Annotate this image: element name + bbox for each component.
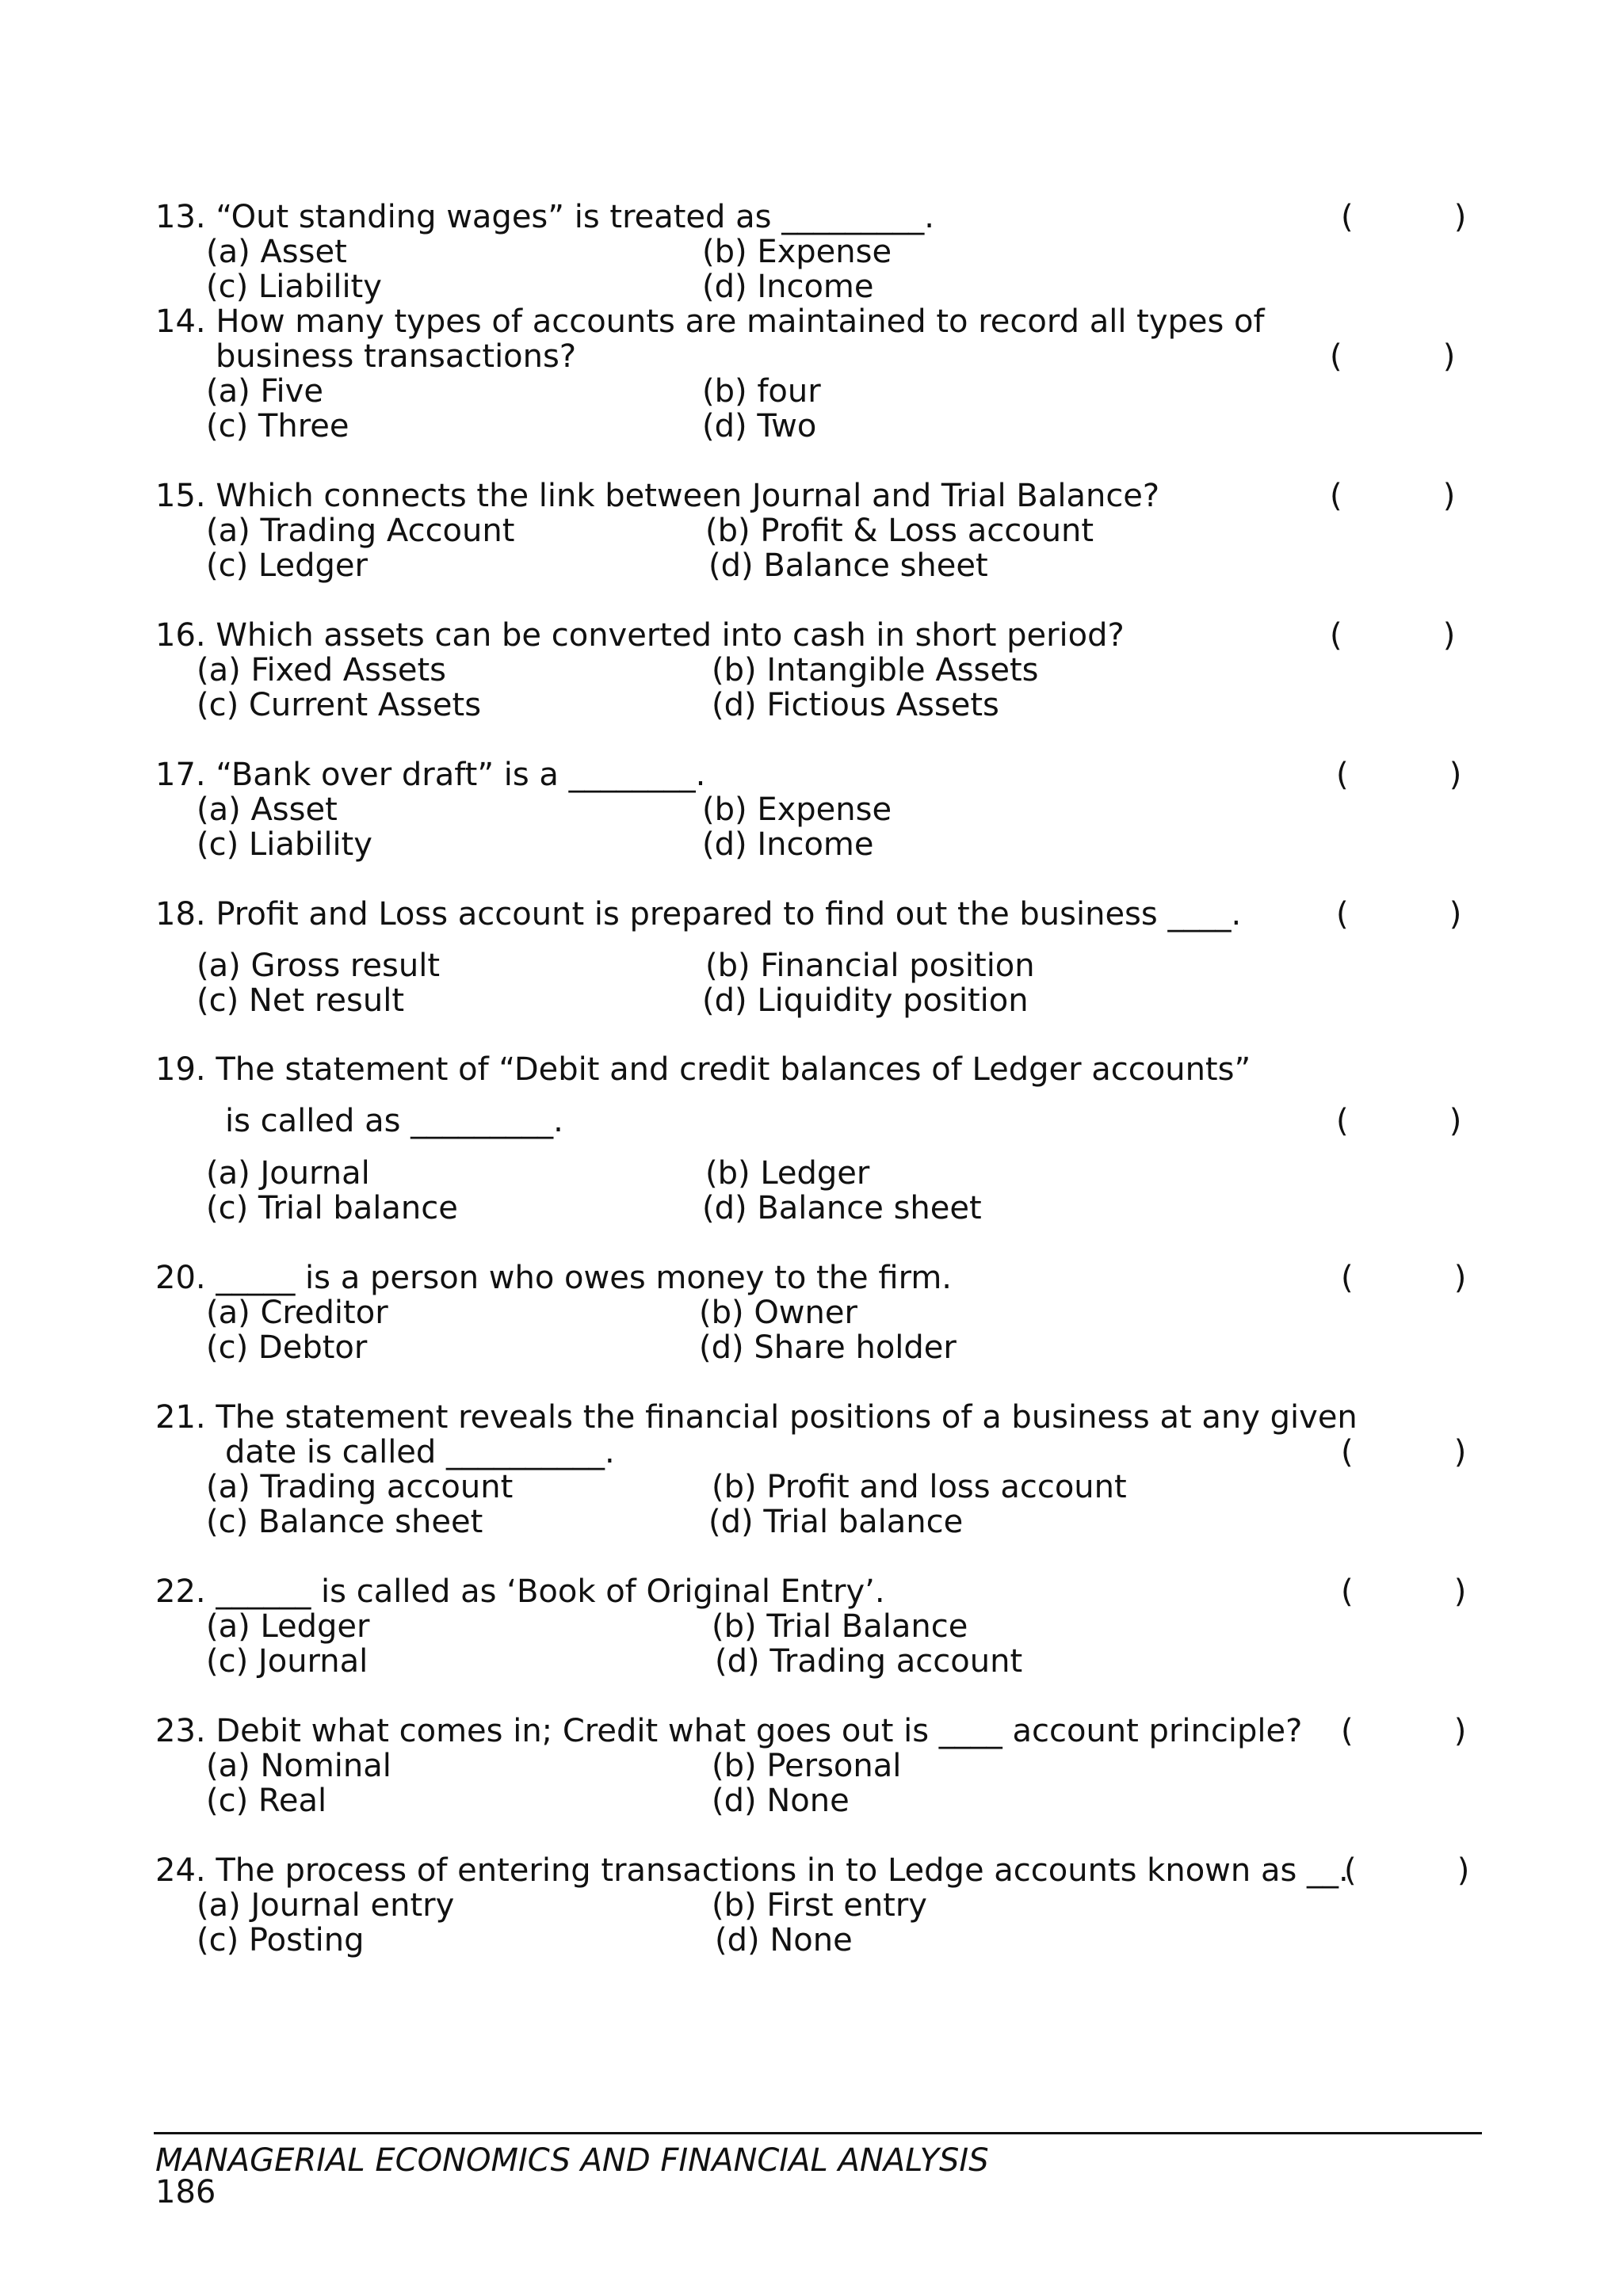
- question-23-option-a: (a) Nominal: [206, 1748, 391, 1784]
- question-16-option-b: (b) Intangible Assets: [712, 652, 1039, 688]
- question-19-stem-continued: is called as _________.: [225, 1103, 563, 1139]
- question-20-stem: 20. _____ is a person who owes money to the firm.: [155, 1260, 952, 1296]
- question-20-option-b: (b) Owner: [699, 1295, 857, 1331]
- question-22-answer-bracket: ( ): [1341, 1573, 1467, 1610]
- question-14-option-b: (b) four: [702, 373, 821, 410]
- footer-divider: [154, 2132, 1482, 2134]
- question-16-stem: 16. Which assets can be converted into cash in short period?: [155, 617, 1125, 654]
- question-22-option-c: (c) Journal: [206, 1643, 369, 1680]
- question-19-option-a: (a) Journal: [206, 1155, 370, 1192]
- question-17-option-d: (d) Income: [702, 826, 874, 863]
- question-19-option-c: (c) Trial balance: [206, 1190, 458, 1226]
- question-15-option-a: (a) Trading Account: [206, 513, 515, 549]
- question-21-stem: 21. The statement reveals the financial positions of a business at any given: [155, 1399, 1358, 1436]
- question-18-answer-bracket: ( ): [1336, 896, 1462, 933]
- question-14-stem: 14. How many types of accounts are maintained to record all types of: [155, 303, 1265, 340]
- question-14-answer-bracket: ( ): [1330, 338, 1456, 375]
- question-22-option-a: (a) Ledger: [206, 1608, 370, 1645]
- question-18-option-c: (c) Net result: [197, 982, 405, 1019]
- question-22-option-d: (d) Trading account: [715, 1643, 1023, 1680]
- question-23-option-c: (c) Real: [206, 1783, 327, 1819]
- question-17-stem: 17. “Bank over draft” is a ________.: [155, 757, 706, 793]
- question-24-option-d: (d) None: [715, 1922, 853, 1958]
- question-17-option-c: (c) Liability: [197, 826, 372, 863]
- question-22-stem: 22. ______ is called as ‘Book of Original Entry’.: [155, 1573, 885, 1610]
- question-23-option-d: (d) None: [712, 1783, 850, 1819]
- question-14-option-a: (a) Five: [206, 373, 323, 410]
- question-16-answer-bracket: ( ): [1330, 617, 1456, 654]
- question-20-answer-bracket: ( ): [1341, 1260, 1467, 1296]
- question-15-option-c: (c) Ledger: [206, 547, 368, 584]
- question-16-option-d: (d) Fictious Assets: [712, 687, 999, 723]
- question-23-stem: 23. Debit what comes in; Credit what goes out is ____ account principle?: [155, 1713, 1303, 1749]
- question-15-option-d: (d) Balance sheet: [708, 547, 988, 584]
- question-24-option-a: (a) Journal entry: [197, 1887, 455, 1924]
- question-21-option-d: (d) Trial balance: [708, 1504, 964, 1540]
- question-19-option-b: (b) Ledger: [705, 1155, 870, 1192]
- question-18-stem: 18. Profit and Loss account is prepared to find out the business ____.: [155, 896, 1242, 933]
- question-17-option-b: (b) Expense: [702, 791, 892, 828]
- question-21-option-b: (b) Profit and loss account: [712, 1469, 1127, 1505]
- question-22-option-b: (b) Trial Balance: [712, 1608, 968, 1645]
- question-19-option-d: (d) Balance sheet: [702, 1190, 982, 1226]
- question-13-option-d: (d) Income: [702, 269, 874, 305]
- question-20-option-d: (d) Share holder: [699, 1329, 957, 1366]
- question-24-option-c: (c) Posting: [197, 1922, 365, 1958]
- question-24-stem: 24. The process of entering transactions in to Ledge accounts known as __.: [155, 1852, 1349, 1889]
- question-13-option-b: (b) Expense: [702, 234, 892, 270]
- question-16-option-c: (c) Current Assets: [197, 687, 482, 723]
- question-20-option-a: (a) Creditor: [206, 1295, 388, 1331]
- question-13-answer-bracket: ( ): [1341, 199, 1467, 235]
- question-21-option-a: (a) Trading account: [206, 1469, 514, 1505]
- question-15-option-b: (b) Profit & Loss account: [705, 513, 1094, 549]
- question-23-answer-bracket: ( ): [1341, 1713, 1467, 1749]
- question-21-stem-continued: date is called __________.: [225, 1434, 615, 1470]
- question-23-option-b: (b) Personal: [712, 1748, 902, 1784]
- question-14-stem-continued: business transactions?: [216, 338, 577, 375]
- question-13-stem: 13. “Out standing wages” is treated as _________.: [155, 199, 934, 235]
- question-15-answer-bracket: ( ): [1330, 478, 1456, 514]
- question-14-option-d: (d) Two: [702, 408, 817, 444]
- question-24-answer-bracket: ( ): [1344, 1852, 1470, 1889]
- question-16-option-a: (a) Fixed Assets: [197, 652, 446, 688]
- question-18-option-d: (d) Liquidity position: [702, 982, 1029, 1019]
- question-18-option-b: (b) Financial position: [705, 948, 1035, 984]
- question-14-option-c: (c) Three: [206, 408, 349, 444]
- question-13-option-c: (c) Liability: [206, 269, 382, 305]
- question-18-option-a: (a) Gross result: [197, 948, 441, 984]
- question-20-option-c: (c) Debtor: [206, 1329, 368, 1366]
- question-15-stem: 15. Which connects the link between Journal and Trial Balance?: [155, 478, 1160, 514]
- question-13-option-a: (a) Asset: [206, 234, 347, 270]
- question-21-answer-bracket: ( ): [1341, 1434, 1467, 1470]
- question-19-stem: 19. The statement of “Debit and credit balances of Ledger accounts”: [155, 1051, 1251, 1088]
- question-21-option-c: (c) Balance sheet: [206, 1504, 483, 1540]
- question-19-answer-bracket: ( ): [1336, 1103, 1462, 1139]
- footer-page-number: 186: [155, 2174, 216, 2210]
- footer-book-title: MANAGERIAL ECONOMICS AND FINANCIAL ANALYSIS: [155, 2142, 989, 2179]
- question-17-answer-bracket: ( ): [1336, 757, 1462, 793]
- question-24-option-b: (b) First entry: [712, 1887, 927, 1924]
- question-17-option-a: (a) Asset: [197, 791, 338, 828]
